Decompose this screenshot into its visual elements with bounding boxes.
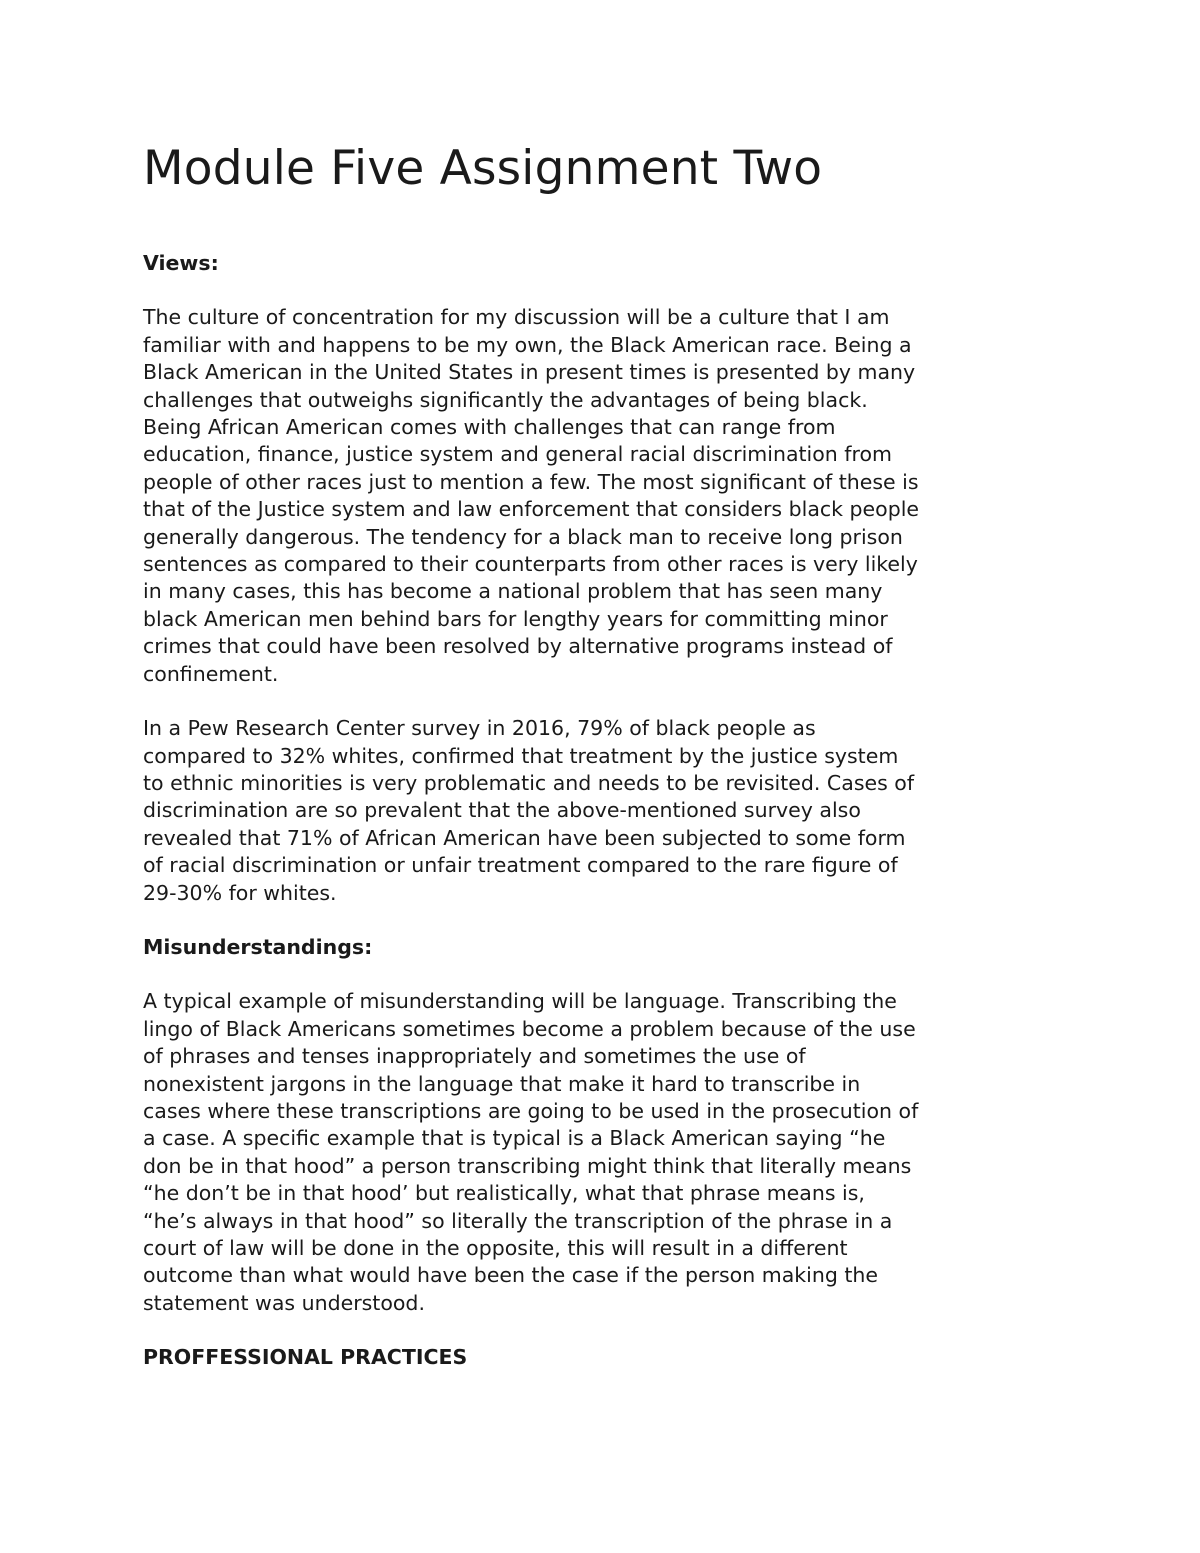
misunderstandings-heading: Misunderstandings: — [143, 934, 373, 959]
document-page — [143, 140, 1073, 1372]
misunderstandings-paragraph-1 — [143, 988, 1073, 1317]
paragraph-line: revealed that 71% of African American have been subjected to some form — [143, 825, 906, 850]
document-title: Module Five Assignment Two — [143, 141, 823, 196]
paragraph-line: discrimination are so prevalent that the above-mentioned survey also — [143, 798, 861, 823]
paragraph-line: a case. A specific example that is typical is a Black American saying “he — [143, 1126, 886, 1151]
paragraph-line: In a Pew Research Center survey in 2016, 79% of black people as — [143, 716, 816, 741]
paragraph-line: “he’s always in that hood” so literally the transcription of the phrase in a — [143, 1208, 893, 1233]
paragraph-line: familiar with and happens to be my own, the Black American race. Being a — [143, 332, 912, 357]
paragraph-line: compared to 32% whites, confirmed that treatment by the justice system — [143, 743, 899, 768]
paragraph-line: crimes that could have been resolved by alternative programs instead of — [143, 634, 893, 659]
paragraph-line: generally dangerous. The tendency for a black man to receive long prison — [143, 524, 903, 549]
paragraph-line: confinement. — [143, 661, 279, 686]
paragraph-line: don be in that hood” a person transcribing might think that literally means — [143, 1153, 912, 1178]
paragraph-line: The culture of concentration for my discussion will be a culture that I am — [143, 305, 890, 330]
paragraph-line: 29-30% for whites. — [143, 880, 337, 905]
paragraph-line: nonexistent jargons in the language that make it hard to transcribe in — [143, 1071, 861, 1096]
paragraph-line: court of law will be done in the opposite, this will result in a different — [143, 1236, 848, 1260]
paragraph-line: challenges that outweighs significantly the advantages of being black. — [143, 387, 868, 412]
paragraph-line: statement was understood. — [143, 1290, 425, 1315]
paragraph-line: lingo of Black Americans sometimes become a problem because of the use — [143, 1016, 916, 1041]
paragraph-line: “he don’t be in that hood’ but realistically, what that phrase means is, — [143, 1181, 865, 1206]
paragraph-line: outcome than what would have been the case if the person making the — [143, 1263, 878, 1288]
paragraph-line: black American men behind bars for lengthy years for committing minor — [143, 606, 888, 631]
paragraph-line: sentences as compared to their counterparts from other races is very likely — [143, 552, 918, 577]
paragraph-line: education, finance, justice system and general racial discrimination from — [143, 442, 893, 467]
paragraph-line: that of the Justice system and law enforcement that considers black people — [143, 497, 920, 522]
views-heading: Views: — [143, 251, 219, 275]
paragraph-line: cases where these transcriptions are going to be used in the prosecution of — [143, 1098, 919, 1123]
paragraph-line: Black American in the United States in present times is presented by many — [143, 360, 916, 385]
views-paragraph-2 — [143, 715, 1073, 907]
views-paragraph-1 — [143, 304, 1073, 688]
paragraph-line: people of other races just to mention a few. The most significant of these is — [143, 469, 919, 494]
paragraph-line: in many cases, this has become a national problem that has seen many — [143, 579, 883, 604]
paragraph-line: of racial discrimination or unfair treatment compared to the rare figure of — [143, 853, 898, 878]
professional-practices-heading: PROFFESSIONAL PRACTICES — [143, 1345, 468, 1370]
paragraph-line: to ethnic minorities is very problematic and needs to be revisited. Cases of — [143, 770, 915, 795]
paragraph-line: A typical example of misunderstanding will be language. Transcribing the — [143, 989, 897, 1014]
paragraph-line: of phrases and tenses inappropriately and sometimes the use of — [143, 1044, 806, 1069]
paragraph-line: Being African American comes with challenges that can range from — [143, 415, 836, 440]
